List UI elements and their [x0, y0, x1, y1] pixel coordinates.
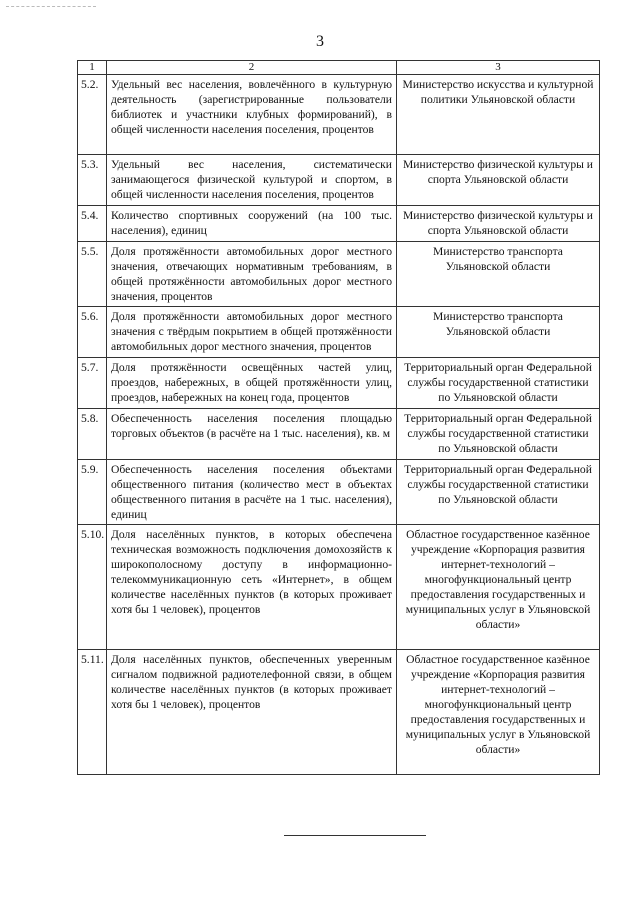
responsible-body: Министерство физической культуры и спорта Ульяновской области	[397, 206, 600, 242]
responsible-body: Территориальный орган Федеральной службы государственной статистики по Ульяновской области	[397, 409, 600, 460]
responsible-body: Министерство транспорта Ульяновской области	[397, 242, 600, 307]
responsible-body: Территориальный орган Федеральной службы государственной статистики по Ульяновской области	[397, 358, 600, 409]
table-row	[78, 307, 600, 358]
table-row	[78, 75, 600, 155]
table-row	[78, 242, 600, 307]
responsible-body: Территориальный орган Федеральной службы государственной статистики по Ульяновской области	[397, 460, 600, 525]
table-row	[78, 460, 600, 525]
table-row	[78, 650, 600, 775]
responsible-body: Министерство физической культуры и спорта Ульяновской области	[397, 155, 600, 206]
indicator-description: Количество спортивных сооружений (на 100 тыс. населения), единиц	[107, 206, 397, 242]
table-row	[78, 409, 600, 460]
row-number: 5.10.	[78, 525, 107, 650]
column-header-responsible-body: 3	[397, 61, 600, 75]
responsible-body: Областное государственное казённое учреждение «Корпорация развития интернет-технологий – многофункциональный центр предоставления государственных и муниципальных услуг в Ульяновской области»	[397, 525, 600, 650]
indicator-description: Доля протяжённости автомобильных дорог местного значения, отвечающих нормативным требованиям, в общей протяжённости автомобильных дорог местного значения, процентов	[107, 242, 397, 307]
table-row	[78, 358, 600, 409]
row-number: 5.8.	[78, 409, 107, 460]
page-number: 3	[316, 33, 324, 50]
indicator-description: Доля населённых пунктов, в которых обеспечена техническая возможность подключения домохозяйств к широкополосному доступу в информационно-телекоммуникационную сеть «Интернет», в общем количестве населённых пунктов (в которых проживает хотя бы 1 человек), процентов	[107, 525, 397, 650]
indicator-description: Доля протяжённости автомобильных дорог местного значения с твёрдым покрытием в общей протяжённости автомобильных дорог местного значения, процентов	[107, 307, 397, 358]
table-row	[78, 206, 600, 242]
row-number: 5.6.	[78, 307, 107, 358]
row-number: 5.2.	[78, 75, 107, 155]
indicator-description: Обеспеченность населения поселения площадью торговых объектов (в расчёте на 1 тыс. населения), кв. м	[107, 409, 397, 460]
column-header-indicator: 2	[107, 61, 397, 75]
responsible-body: Министерство транспорта Ульяновской области	[397, 307, 600, 358]
indicator-description: Доля населённых пунктов, обеспеченных уверенным сигналом подвижной радиотелефонной связи, в общем количестве населённых пунктов (в которых проживает хотя бы 1 человек), процентов	[107, 650, 397, 775]
table-row	[78, 155, 600, 206]
responsible-body: Областное государственное казённое учреждение «Корпорация развития интернет-технологий – многофункциональный центр предоставления государственных и муниципальных услуг в Ульяновской области»	[397, 650, 600, 775]
row-number: 5.7.	[78, 358, 107, 409]
indicator-description: Обеспеченность населения поселения объектами общественного питания (количество мест в объектах общественного питания в расчёте на 1 тыс. населения), единиц	[107, 460, 397, 525]
scan-edge-mark	[6, 6, 96, 7]
indicator-description: Доля протяжённости освещённых частей улиц, проездов, набережных, в общей протяжённости улиц, проездов, набережных на конец года, процентов	[107, 358, 397, 409]
row-number: 5.9.	[78, 460, 107, 525]
row-number: 5.4.	[78, 206, 107, 242]
indicator-description: Удельный вес населения, вовлечённого в культурную деятельность (зарегистрированные пользователи библиотек и участники клубных формирований), в общей численности населения поселения, процентов	[107, 75, 397, 155]
end-of-document-line	[284, 835, 426, 836]
table-header-row	[78, 61, 600, 75]
row-number: 5.3.	[78, 155, 107, 206]
row-number: 5.11.	[78, 650, 107, 775]
indicator-description: Удельный вес населения, систематически занимающегося физической культурой и спортом, в общей численности населения поселения, процентов	[107, 155, 397, 206]
column-header-number: 1	[78, 61, 107, 75]
indicators-table	[77, 60, 600, 775]
responsible-body: Министерство искусства и культурной политики Ульяновской области	[397, 75, 600, 155]
table-row	[78, 525, 600, 650]
row-number: 5.5.	[78, 242, 107, 307]
